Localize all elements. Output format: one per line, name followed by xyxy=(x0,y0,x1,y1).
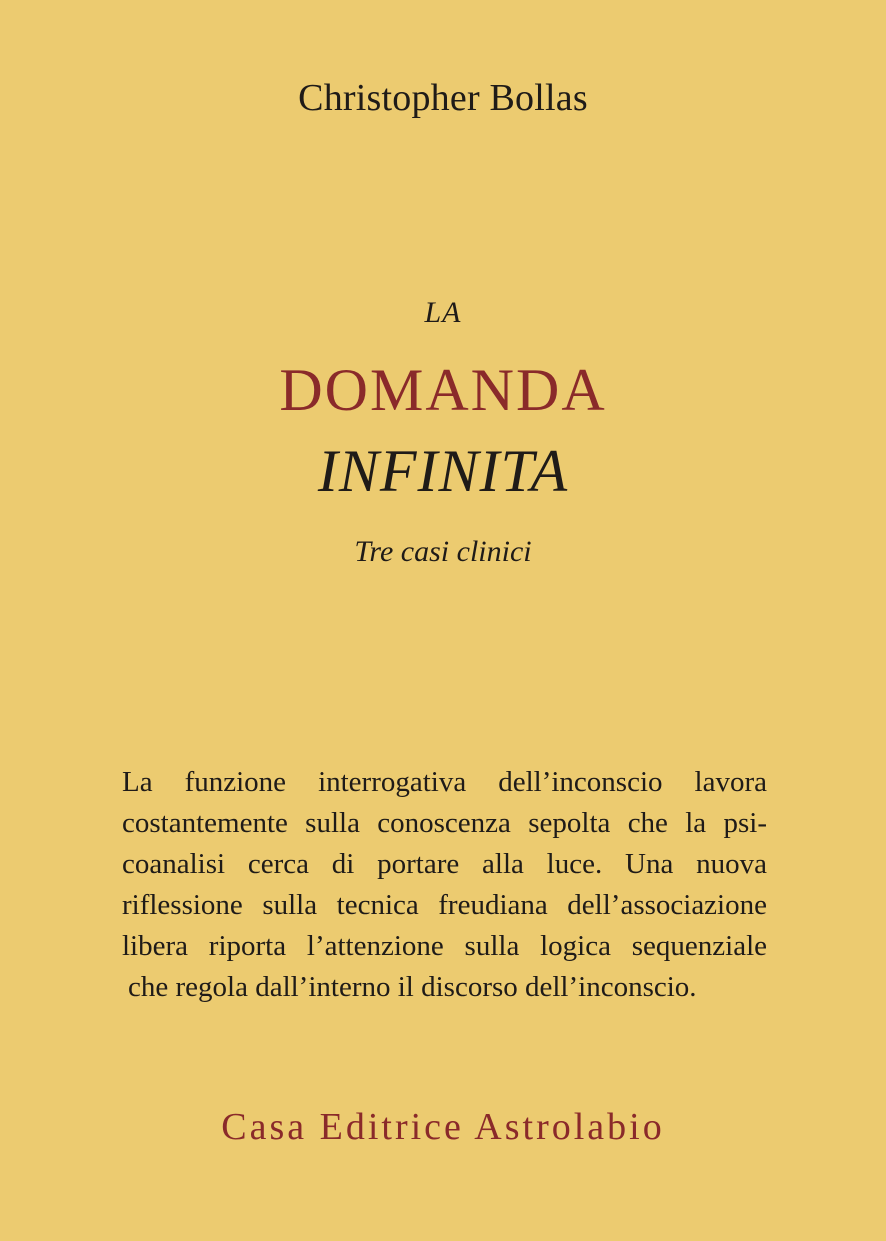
blurb-line: libera riporta l’attenzione sulla logica sequenziale xyxy=(122,930,767,962)
blurb-line: riflessione sulla tecnica freudiana dell’associazione xyxy=(122,889,767,921)
blurb-paragraph xyxy=(122,762,767,1008)
blurb-line: costantemente sulla conoscenza sepolta che la psi- xyxy=(122,807,767,839)
author-name: Christopher Bollas xyxy=(298,77,588,119)
title-second: INFINITA xyxy=(317,438,569,504)
publisher-name: Casa Editrice Astrolabio xyxy=(221,1106,665,1148)
title-main: DOMANDA xyxy=(279,357,607,423)
blurb-line: coanalisi cerca di portare alla luce. Una nuova xyxy=(122,848,767,880)
subtitle: Tre casi clinici xyxy=(354,535,532,568)
blurb-line: La funzione interrogativa dell’inconscio lavora xyxy=(122,766,767,798)
blurb-line: che regola dall’interno il discorso dell’inconscio. xyxy=(128,971,697,1003)
title-article: LA xyxy=(424,296,462,329)
